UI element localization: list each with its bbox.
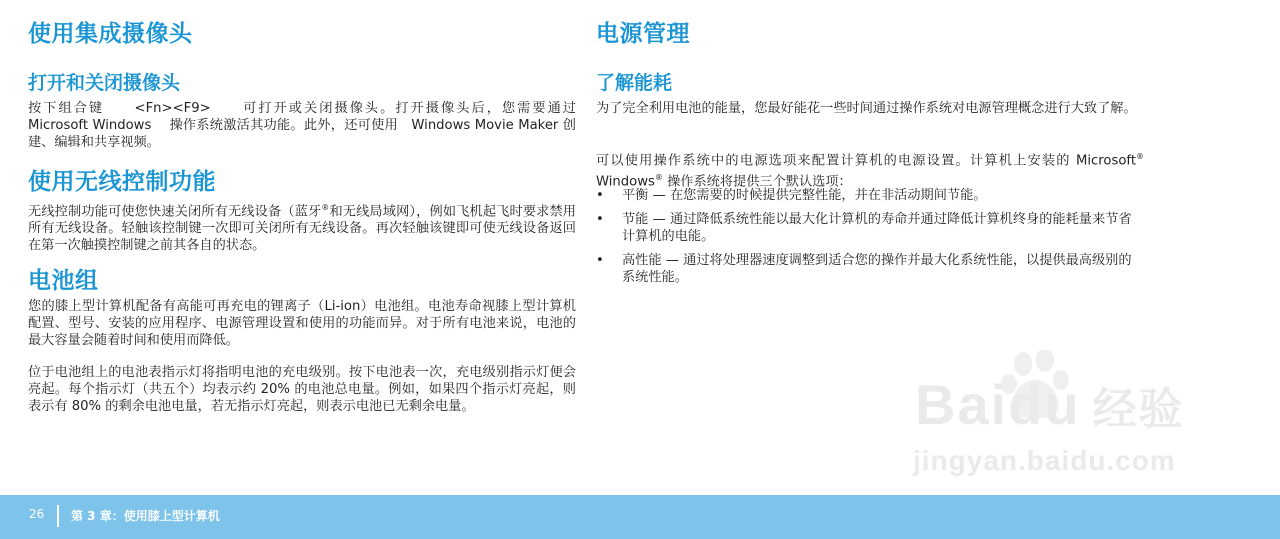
list-item xyxy=(596,211,1144,245)
paragraph-power-2 xyxy=(596,148,1144,191)
watermark-brand: Baidu 经验 xyxy=(915,373,1185,436)
bullet-icon: • xyxy=(596,253,604,268)
list-item xyxy=(596,187,1144,204)
registered-mark: ® xyxy=(654,173,663,183)
subheading-consumption: 了解能耗 xyxy=(596,72,673,94)
wireless-text-b: 和无线局域网），例如飞机起飞时要求禁用所有无线设备。轻触该控制键一次即可关闭所有无线设备。再次轻触该键即可使无线设备返回在第一次触摸控制键之前其各自的状态。 xyxy=(28,204,576,254)
paragraph-battery-1: 您的膝上型计算机配备有高能可再充电的锂离子（Li-ion）电池组。电池寿命视膝上型计算机配置、型号、安装的应用程序、电源管理设置和使用的功能而异。对于所有电池来说，电池的最大容量会随着时间和使用而降低。 xyxy=(28,299,576,348)
paragraph-camera: 按下组合键 <Fn><F9> 可打开或关闭摄像头。打开摄像头后，您需要通过 Microsoft Windows 操作系统激活其功能。此外，还可使用 Windows Movie Maker 创建、编辑和共享视频。 xyxy=(28,101,576,150)
page-number: 26 xyxy=(29,507,45,521)
option-power-saver: 节能 — 通过降低系统性能以最大化计算机的寿命并通过降低计算机终身的能耗量来节省计算机的电能。 xyxy=(622,212,1132,244)
power-options-list xyxy=(596,187,1144,286)
power-text-a: 可以使用操作系统中的电源选项来配置计算机的电源设置。计算机上安装的 Microsoft xyxy=(596,153,1136,169)
bullet-icon: • xyxy=(596,188,604,203)
heading-battery: 电池组 xyxy=(28,268,99,294)
power-text-c: 操作系统将提供三个默认选项： xyxy=(662,174,852,190)
heading-camera: 使用集成摄像头 xyxy=(28,21,193,47)
subheading-camera-toggle: 打开和关闭摄像头 xyxy=(28,72,181,94)
watermark-sub: 经验 xyxy=(1092,385,1185,434)
baidu-watermark xyxy=(905,350,1195,500)
heading-wireless: 使用无线控制功能 xyxy=(28,169,216,195)
option-high-performance: 高性能 — 通过将处理器速度调整到适合您的操作并最大化系统性能，以提供最高级别的系统性能。 xyxy=(622,253,1132,285)
list-item xyxy=(596,252,1144,286)
chapter-title: 第 3 章：使用膝上型计算机 xyxy=(71,509,220,523)
power-text-b: Windows xyxy=(596,174,655,190)
option-balanced: 平衡 — 在您需要的时候提供完整性能，并在非活动期间节能。 xyxy=(622,188,987,203)
page-footer xyxy=(0,495,1280,539)
heading-power-management: 电源管理 xyxy=(596,21,690,47)
registered-mark: ® xyxy=(321,203,330,212)
wireless-text-a: 无线控制功能可使您快速关闭所有无线设备（蓝牙 xyxy=(28,204,322,220)
bullet-icon: • xyxy=(596,212,604,227)
paragraph-wireless xyxy=(28,199,576,254)
paragraph-battery-2: 位于电池组上的电池表指示灯将指明电池的充电级别。按下电池表一次，充电级别指示灯便会亮起。每个指示灯（共五个）均表示约 20% 的电池总电量。例如，如果四个指示灯亮起，则表示有 80% 的剩余电池电量，若无指示灯亮起，则表示电池已无剩余电量。 xyxy=(28,365,576,414)
watermark-url: jingyan.baidu.com xyxy=(913,445,1176,476)
footer-divider xyxy=(57,505,59,527)
registered-mark: ® xyxy=(1136,152,1144,161)
paragraph-power-1: 为了完全利用电池的能量，您最好能花一些时间通过操作系统对电源管理概念进行大致了解。 xyxy=(596,101,1137,116)
